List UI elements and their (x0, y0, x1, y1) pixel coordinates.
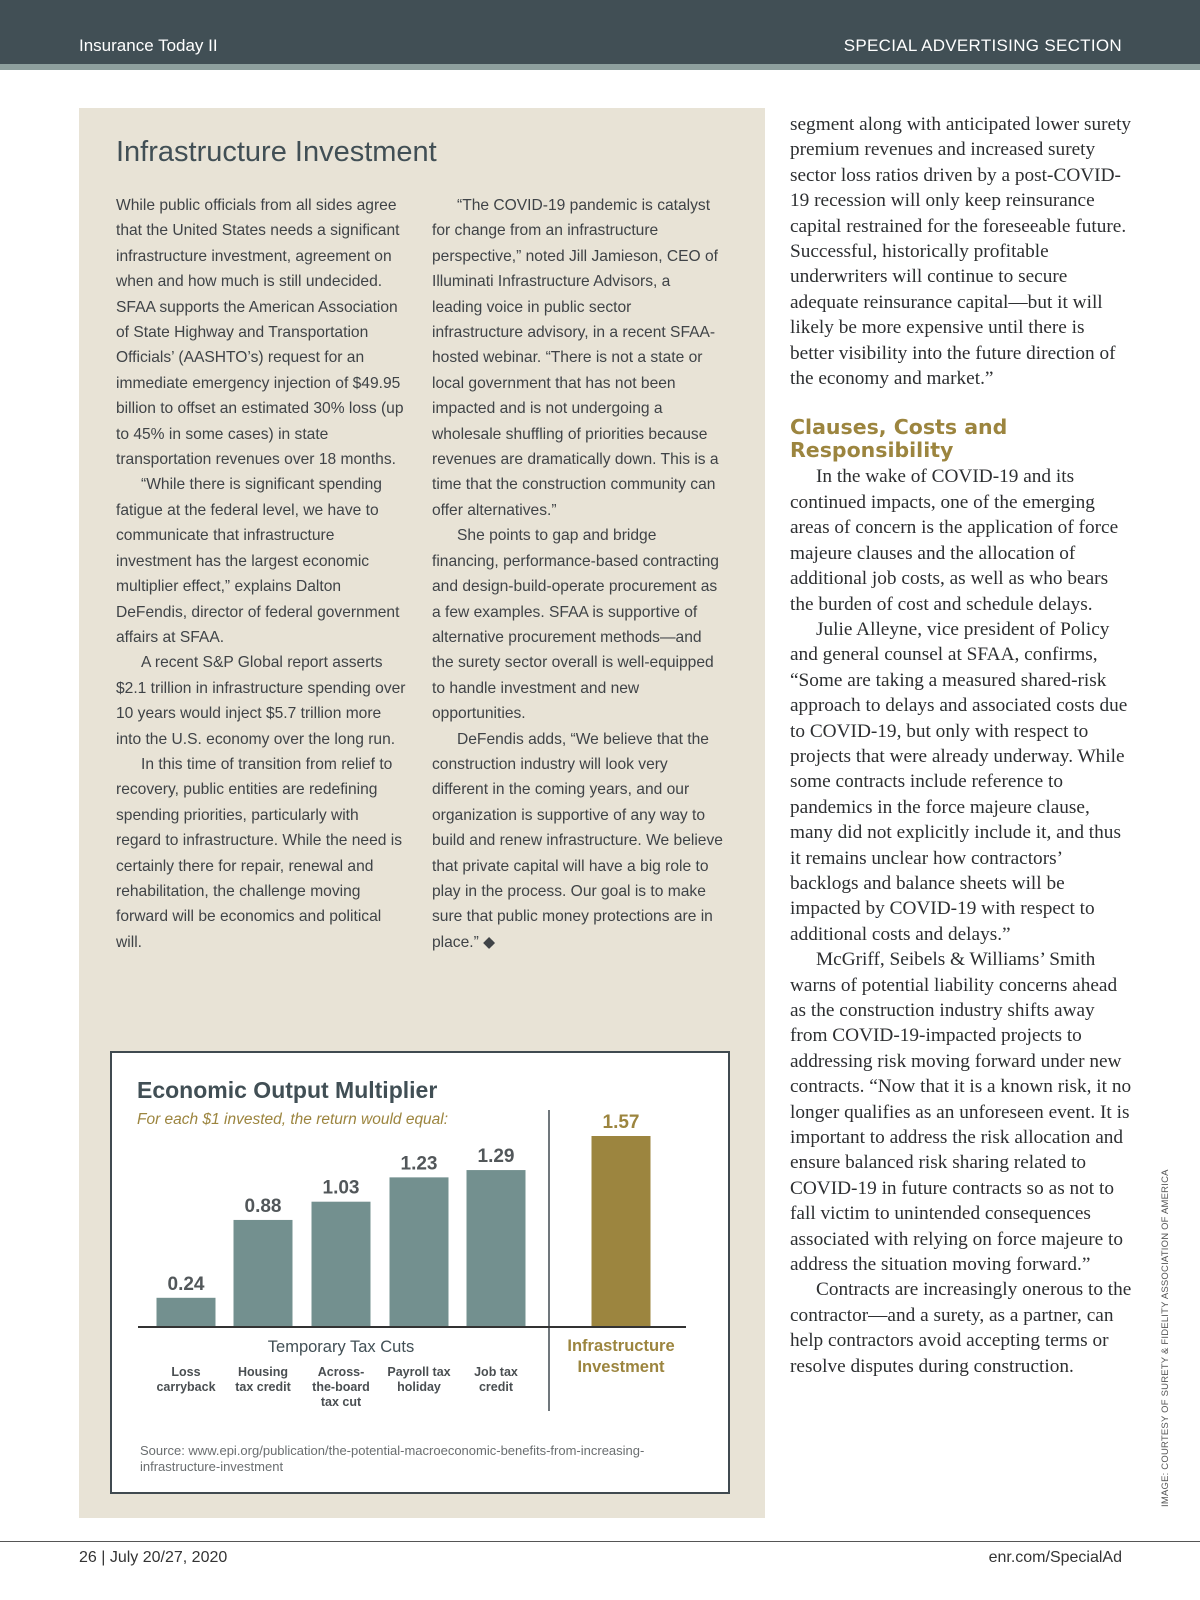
sidebar-paragraph: DeFendis adds, “We believe that the construction industry will look very different in the coming years, and our organization is supportive of any way to build and renew infrastructure. We believe that private capital will have a big role to play in the process. Our goal is to make sure that public money protections are in place.” ◆ (432, 730, 723, 951)
section-heading: Clauses, Costs and Responsibility (790, 415, 1008, 463)
publication-name: Insurance Today II (79, 36, 218, 55)
header-accent-stripe (0, 64, 1200, 70)
category-label: Housing (238, 1365, 288, 1379)
image-credit: IMAGE: COURTESY OF SURETY & FIDELITY ASSOCIATION OF AMERICA (1160, 1169, 1171, 1507)
section-label: SPECIAL ADVERTISING SECTION (843, 36, 1122, 55)
article-paragraph: McGriff, Seibels & Williams’ Smith warns of potential liability concerns ahead as the construction industry shifts away from COVID-19-impacted projects to addressing risk moving forward under new contracts. “Now that it is a known risk, it no longer qualifies as an unforeseen event. It is important to address the risk allocation and ensure balanced risk sharing related to COVID-19 in future contracts so as not to fall victim to unintended consequences associated with relying on force majeure to address the situation moving forward.” (790, 949, 1132, 1276)
infrastructure-sidebar (79, 108, 765, 1518)
category-label: Investment (577, 1358, 665, 1376)
sidebar-column-2 (432, 193, 724, 955)
bar-value-label: 0.24 (167, 1273, 205, 1295)
footer-rule (0, 1541, 1200, 1542)
sidebar-paragraph: “While there is significant spending fatigue at the federal level, we have to communicate that infrastructure investment has the largest economic multiplier effect,” explains Dalton DeFendis, director of federal government affairs at SFAA. (116, 476, 400, 646)
category-label: Loss (171, 1365, 201, 1379)
bar-value-label: 1.57 (602, 1112, 640, 1133)
bar-5 (592, 1136, 651, 1327)
category-label: Across- (317, 1365, 365, 1379)
chart-subtitle: For each $1 invested, the return would equal: (137, 1111, 449, 1128)
sidebar-paragraph: In this time of transition from relief to recovery, public entities are redefining spending priorities, particularly with regard to infrastructure. While the need is certainly there for repair, renewal and rehabilitation, the challenge moving forward will be economics and political will. (116, 755, 403, 951)
category-label: Infrastructure (567, 1337, 675, 1355)
bar-1 (234, 1220, 293, 1327)
article-paragraph: segment along with anticipated lower surety premium revenues and increased surety sector loss ratios driven by a post-COVID-19 recession will only keep reinsurance capital restrained for the foreseeable future. Successful, historically profitable underwriters will continue to secure adequate reinsurance capital—but it will likely be more expensive until there is better visibility into the future direction of the economy and market.” (790, 114, 1132, 390)
bar-4 (467, 1170, 526, 1327)
bar-value-label: 0.88 (244, 1195, 282, 1217)
sidebar-column-1 (116, 193, 408, 955)
category-label: credit (478, 1380, 514, 1394)
economic-output-chart (110, 1051, 730, 1494)
group-label: Temporary Tax Cuts (267, 1338, 415, 1356)
bar-value-label: 1.03 (322, 1177, 360, 1199)
sidebar-title: Infrastructure Investment (116, 136, 437, 168)
article-paragraph: Julie Alleyne, vice president of Policy and general counsel at SFAA, confirms, “Some are taking a measured shared-risk approach to delays and associated costs due to COVID-19, but only with respect to projects that were already underway. While some contracts include reference to pandemics in the force majeure clause, many did not explicitly include it, and thus it remains unclear how contractors’ backlogs and balance sheets will be impacted by COVID-19 with respect to additional costs and delays.” (790, 618, 1128, 945)
sidebar-paragraph: “The COVID-19 pandemic is catalyst for change from an infrastructure perspective,” noted Jill Jamieson, CEO of Illuminati Infrastructure Advisors, a leading voice in public sector infrastructure advisory, in a recent SFAA-hosted webinar. “There is not a state or local government that has not been impacted and is not undergoing a wholesale shuffling of priorities because revenues are dramatically down. This is a time that the construction community can offer alternatives.” (432, 197, 719, 519)
category-label: Job tax (474, 1365, 518, 1379)
category-label: tax cut (320, 1395, 362, 1409)
chart-title: Economic Output Multiplier (137, 1077, 438, 1103)
footer-url: enr.com/SpecialAd (988, 1549, 1122, 1566)
category-label: carryback (156, 1380, 216, 1394)
category-label: the-board (312, 1380, 370, 1394)
bar-2 (312, 1202, 371, 1327)
sidebar-paragraph: She points to gap and bridge financing, performance-based contracting and design-build-operate procurement as a few examples. SFAA is supportive of alternative procurement methods—and the surety sector overall is well-equipped to handle investment and new opportunities. (432, 527, 719, 723)
chart-source: Source: www.epi.org/publication/the-potential-macroeconomic-benefits-from-increasing-infrastructure-investment (140, 1443, 645, 1474)
bar-value-label: 1.23 (400, 1153, 438, 1175)
bar-3 (390, 1177, 449, 1327)
bar-0 (157, 1298, 216, 1327)
bar-value-label: 1.29 (477, 1146, 515, 1168)
category-label: tax credit (235, 1380, 291, 1394)
category-label: Payroll tax (387, 1365, 451, 1379)
article-paragraph: In the wake of COVID-19 and its continued impacts, one of the emerging areas of concern is the application of force majeure clauses and the allocation of additional job costs, as well as who bears the burden of cost and schedule delays. (790, 466, 1119, 615)
category-label: holiday (397, 1380, 441, 1394)
article-paragraph: Contracts are increasingly onerous to the contractor—and a surety, as a partner, can help contractors avoid accepting terms or resolve disputes during construction. (790, 1279, 1132, 1377)
sidebar-paragraph: While public officials from all sides agree that the United States needs a significant infrastructure investment, agreement on when and how much is still undecided. SFAA supports the American Association of State Highway and Transportation Officials’ (AASHTO’s) request for an immediate emergency injection of $49.95 billion to offset an estimated 30% loss (up to 45% in some cases) in state transportation revenues over 18 months. (116, 197, 404, 469)
chart-plot (112, 1053, 728, 1492)
sidebar-paragraph: A recent S&P Global report asserts $2.1 trillion in infrastructure spending over 10 years would inject $5.7 trillion more into the U.S. economy over the long run. (116, 654, 406, 748)
article-column (790, 112, 1132, 1379)
page-info: 26 | July 20/27, 2020 (79, 1549, 228, 1566)
